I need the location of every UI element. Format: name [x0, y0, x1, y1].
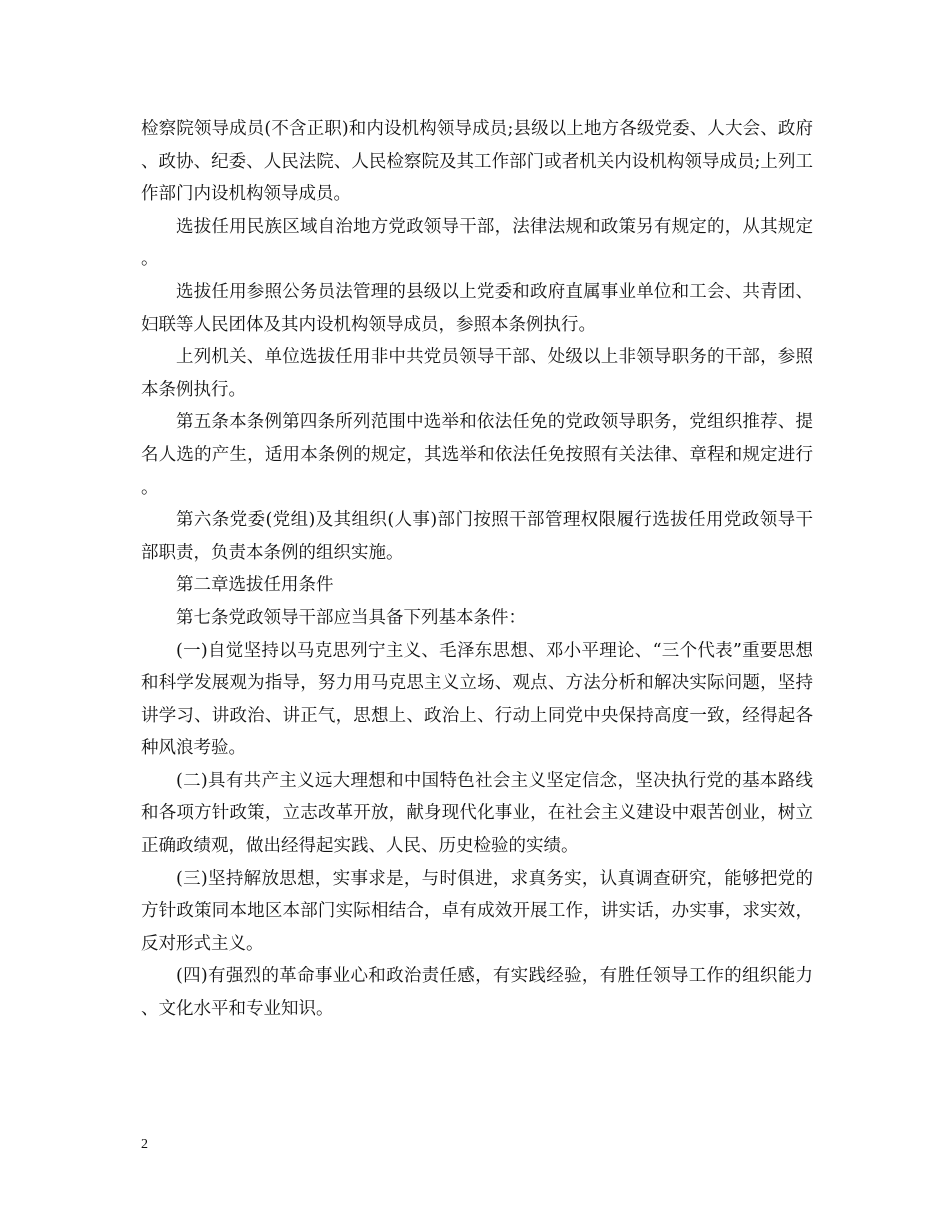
condition-item-4: (四)有强烈的革命事业心和政治责任感，有实践经验，有胜任领导工作的组织能力、文化水平和专业知识。: [141, 966, 813, 1020]
document-body: [141, 113, 813, 1026]
paragraph-article-7: 第七条党政领导干部应当具备下列基本条件：: [176, 607, 526, 628]
condition-item-2: (二)具有共产主义远大理想和中国特色社会主义坚定信念，坚决执行党的基本路线和各项方针政策，立志改革开放，献身现代化事业，在社会主义建设中艰苦创业，树立正确政绩观，做出经得起实践、人民、历史检验的实绩。: [141, 770, 813, 857]
paragraph-public-institutions: 选拔任用参照公务员法管理的县级以上党委和政府直属事业单位和工会、共青团、妇联等人民团体及其内设机构领导成员，参照本条例执行。: [141, 281, 813, 335]
paragraph-article-5: 第五条本条例第四条所列范围中选举和依法任免的党政领导职务，党组织推荐、提名人选的产生，适用本条例的规定，其选举和依法任免按照有关法律、章程和规定进行。: [141, 412, 813, 498]
condition-item-3: (三)坚持解放思想，实事求是，与时俱进，求真务实，认真调查研究，能够把党的方针政策同本地区本部门实际相结合，卓有成效开展工作，讲实话，办实事，求实效，反对形式主义。: [141, 868, 813, 954]
chapter-2-heading: 第二章选拔任用条件: [176, 575, 334, 596]
page-number: 2: [141, 1137, 148, 1152]
condition-item-1: (一)自觉坚持以马克思列宁主义、毛泽东思想、邓小平理论、“三个代表”重要思想和科学发展观为指导，努力用马克思主义立场、观点、方法分析和解决实际问题，坚持讲学习、讲政治、讲正气，思想上、政治上、行动上同党中央保持高度一致，经得起各种风浪考验。: [141, 640, 813, 759]
paragraph-ethnic-autonomy: 选拔任用民族区域自治地方党政领导干部，法律法规和政策另有规定的，从其规定。: [141, 216, 813, 270]
paragraph-article-6: 第六条党委(党组)及其组织(人事)部门按照干部管理权限履行选拔任用党政领导干部职责，负责本条例的组织实施。: [141, 510, 813, 563]
paragraph-non-party-cadres: 上列机关、单位选拔任用非中共党员领导干部、处级以上非领导职务的干部，参照本条例执行。: [141, 347, 813, 400]
paragraph-continuation: 检察院领导成员(不含正职)和内设机构领导成员;县级以上地方各级党委、人大会、政府、政协、纪委、人民法院、人民检察院及其工作部门或者机关内设机构领导成员;上列工作部门内设机构领导成员。: [141, 119, 813, 205]
